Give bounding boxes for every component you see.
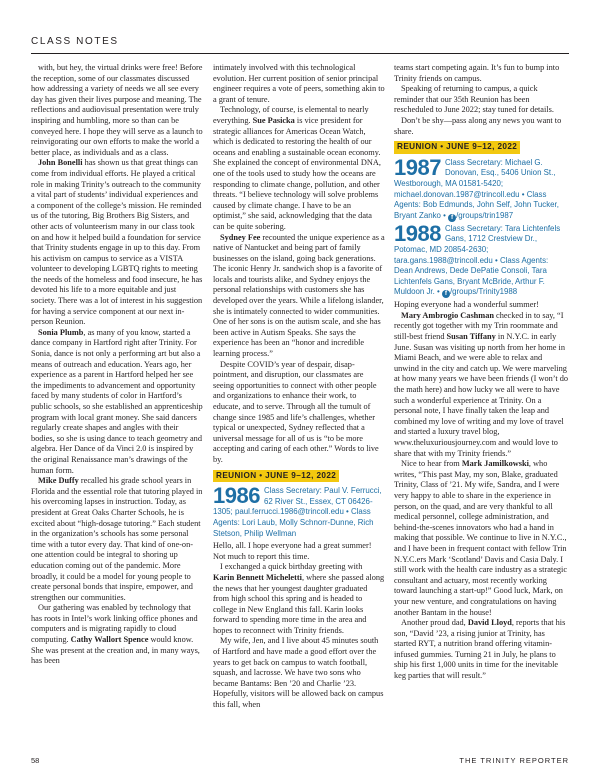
note-text: Technology, of course, is elemental to nearly everything. — [213, 105, 369, 125]
note-paragraph — [394, 116, 569, 137]
page-number: 58 — [31, 756, 40, 765]
classmate-name: John Bonelli — [38, 158, 83, 168]
note-text: Our gathering was enabled by technology that has roots in Intel’s work linking office phones and computers and is migrating rapidly to cloud computing. — [31, 603, 198, 645]
note-text: in N.Y.C. in early June. Susan was visiting up north from her home in Miami Beach, and we were able to relax and unwind in the city and catch up. We were marveling at how many years we have been friends (I won’t do the math here) and how lucky we all were to have such a wonderful experience at Trinity. On a personal note, I have finally taken the leap and combined my love of writing and my love of travel and started a luxury travel blog, www.theluxuriousjourney.com and would love to share that with my Trinity friends.” — [394, 332, 569, 458]
note-text: I exchanged a quick birthday greeting with — [220, 562, 363, 572]
note-text: with, but hey, the virtual drinks were free! Before the reception, some of our classmates discussed how addressing a variety of needs we all see every day has given their lives purpose and meaning. The reflections and audiovisual presentation were truly inspiring and humbling, more so than can be conveyed here. I hope they will serve as a launch to reinvigorating our own efforts to make the world a better place, as individuals and as a class. — [31, 63, 203, 157]
note-text: intimately involved with this technological evolution. Her current position of senior principal engineer requires a vote of peers, something akin to a grant of tenure. — [213, 63, 385, 104]
classmate-name: Sue Pasicka — [252, 115, 295, 125]
note-text: , where she passed along the news that her youngest daughter graduated from high school this spring and is headed to college in New England this fall. Karin looks forward to spending more time in the area and hopes to reconnect with Trinity friends. — [213, 572, 385, 635]
column-1 — [31, 63, 203, 733]
classmate-name: Mike Duffy — [38, 476, 79, 486]
note-paragraph — [213, 636, 385, 710]
classmate-name: Mark Jamilkowski — [461, 459, 529, 469]
note-text: Nice to hear from — [401, 459, 462, 469]
secretary-text: Class Secretary: Paul V. Ferrucci, 62 River St., Essex, CT 06426-1305; paul.ferrucci.1986@trincoll.edu • Class Agents: Lori Laub, Molly Schnorr-Dunne, Rich Stetson, Philip Wellman — [213, 486, 382, 538]
class-year-block — [213, 486, 385, 539]
note-text: recounted the unique experience as a native of Nantucket and being part of family businesses on the island, going back generations. The iconic Henry Jr. sandwich shop is a favorite of locals and tourists alike, and Sydney enjoys the personal relationships with customers she has developed over the years. While a lifelong islander, she is intimately connected to wider communities. One of her sons is on the autism scale, and she has been active in Autism Speaks. She says the experience has been an “honor and incredible learning process.” — [213, 232, 385, 359]
facebook-group-link[interactable]: /groups/Trinity1988 — [449, 287, 518, 297]
note-text: Hello, all. I hope everyone had a great summer! Not much to report this time. — [213, 541, 372, 561]
note-paragraph — [213, 360, 385, 466]
classmate-name: Karin Bennett Micheletti — [213, 572, 302, 582]
note-paragraph — [394, 63, 569, 84]
reunion-banner: REUNION • JUNE 9–12, 2022 — [394, 141, 520, 154]
note-paragraph — [213, 562, 385, 636]
secretary-text: Class Secretary: Michael G. Donovan, Esq., 5406 Union St., Westborough, MA 01581-5420; michael.donovan.1987@trincoll.edu • Class Agents: Bob Edmunds, John Self, John Tucker, Bryant Zanko • — [394, 157, 559, 220]
note-text: has shown us that great things can come from individual efforts. He played a critical role in making Trinity’s outreach to the community a vital part of students’ individual experiences and a component of the college’s mission. He reminded us of the tutoring, Big Brothers Big Sisters, and other acts of volunteerism many in our class took on and how it helped build a foundation for service that Trinity students engage in up to this day. From his activism on campus to service as a VISTA volunteer to developing LGBTQ rights to meeting the needs of the homeless and food insecure, he has devoted his life to a more equitable and just society. There was a lot of interest in his suggestion for having a service component at our next in-person Reunion. — [31, 158, 203, 327]
facebook-icon: f — [442, 290, 450, 298]
note-text: teams start competing again. It’s fun to bump into Trinity friends on campus. — [394, 63, 560, 83]
publication-name: THE TRINITY REPORTER — [459, 756, 569, 765]
note-text: Don’t be shy—pass along any news you want to share. — [394, 115, 562, 136]
note-paragraph — [394, 459, 569, 618]
note-text: Hoping everyone had a wonderful summer! — [394, 300, 539, 310]
note-paragraph — [394, 300, 569, 311]
class-year: 1987 — [394, 157, 441, 180]
note-text: Despite COVID’s year of despair, disappointment, and disruption, our classmates are seeing opportunities to connect with other people and organizations to enhance their work, to educate, and to serve. Through all the tumult of change since 1985 and life’s challenges, whether typical or unexpected, Sydney reflected that a universal message for all of us is “to be more accepting and caring of each other.” Words to live by. — [213, 359, 379, 464]
note-paragraph — [31, 603, 203, 667]
note-paragraph — [213, 105, 385, 232]
note-text: , reports that his son, “David ’23, a rising junior at Trinity, has started RYT, a nutrition brand offering vitamin-infused gummies. Turning 21 in July, he plans to ship his first 1,000 units in time for the inevitable keg parties that will result.” — [394, 618, 566, 681]
note-text: , who writes, “This past May, my son, Blake, graduated Trinity, Class of ’21. My wife, Sandra, and I were very happy to able to share in the experience in person, on the quad, and are very thankful to all medical personnel, college administration, and behind-the-scenes innovators who had a hand in making that possible. We continue to live in N.Y.C., and I have been in frequent contact with fellow Trin N.Y.C.ers Mark ‘Scotland’ Davis and Casia Daly. I still work with the health care industry as a strategic consultant and actuary, most recently working toward launching a start-up!” Good luck, Mark, on your new venture, and congratulations on having another Bantam in the house! — [394, 459, 568, 617]
note-paragraph — [31, 158, 203, 328]
note-paragraph — [31, 476, 203, 603]
note-paragraph — [213, 541, 385, 562]
note-paragraph — [213, 233, 385, 360]
note-paragraph — [31, 328, 203, 476]
facebook-group-link[interactable]: /groups/trin1987 — [456, 210, 514, 220]
note-text: checked in to say, “I recently got together with my Trin roommate and still-best friend — [394, 310, 564, 342]
class-year: 1986 — [213, 486, 260, 509]
column-2 — [213, 63, 385, 733]
classmate-name: Cathy Wallort Spence — [70, 635, 149, 645]
note-text: Another proud dad, — [401, 618, 468, 628]
reunion-banner: REUNION • JUNE 9–12, 2022 — [213, 470, 339, 483]
class-year: 1988 — [394, 223, 441, 246]
note-paragraph — [31, 63, 203, 158]
note-text: recalled his grade school years in Florida and the essential role that tutoring played in his overcoming lapses in instruction. Today, as president at Great Oaks Charter Schools, he is excited about “high-dosage tutoring.” Each student in the organization’s schools has some personal time with a tutor every day. That kind of one-on-one attention could be integral to shoring up education coming out of the pandemic. More broadly, it could be a model for young people to create personal bonds that inspire, empower, and strengthen our communities. — [31, 476, 203, 602]
classmate-name: Susan Tiffany — [446, 332, 496, 342]
note-text: is vice president for strategic alliances for Americas Ocean Watch, which is dedicated to restoring the health of our oceans and enabling a sustainable ocean economy. She explained the concept of environmental DNA, one of the tools used to study how the oceans are responding to climate change, pollution, and other threats. “I believe technology will solve problems caused by climate change. I have to be an optimist,” she said, acknowledging that the data can be quite sobering. — [213, 115, 381, 231]
note-text: would know. She was present at the creation and, in many ways, has been — [31, 635, 200, 666]
classmate-name: David Lloyd — [467, 618, 512, 628]
note-paragraph — [394, 618, 569, 682]
note-text: , as many of you know, started a dance company in Hartford right after Trinity. For Sonia, dance is not only a performing art but also a means of outreach and education. Years ago, her experience as a parent in Hartford helped her see the impediments to advancement and opportunity faced by many students of color in Hartford’s public schools, so she established an apprenticeship program with local grant money. She said dancers regularly create shapes and angles with their bodies, so she is using dance to teach geometry and algebra. Her Dance of da Vinci 2.0 is inspired by the original Renaissance man’s drawings of the human form. — [31, 327, 203, 475]
classmate-name: Sydney Fee — [220, 232, 261, 242]
column-3 — [394, 63, 569, 733]
classmate-name: Mary Ambrogio Cashman — [401, 310, 494, 320]
facebook-icon: f — [448, 214, 456, 222]
secretary-text: Class Secretary: Tara Lichtenfels Gans, 1712 Crestview Dr., Potomac, MD 20854-2630; tara.gans.1988@trincoll.edu • Class Agents: Dean Andrews, Dede DePatie Consoli, Tara Lichtenfels Gans, Bryant McBride, Arthur F. Muldoon Jr. • — [394, 223, 561, 297]
note-text: My wife, Jen, and I live about 45 minutes south of Hartford and have made a good effort over the years to get back on campus to watch football, squash, and lacrosse. We have two sons who became Bantams: Ben ’20 and Charlie ’23. Hopefully, visitors will be allowed back on campus this fall, when — [213, 636, 384, 710]
section-header: CLASS NOTES — [31, 36, 119, 47]
classmate-name: Sonia Plumb — [38, 327, 84, 337]
note-paragraph — [394, 311, 569, 459]
class-year-block — [394, 158, 569, 222]
note-text: Speaking of returning to campus, a quick reminder that our 35th Reunion has been rescheduled to June 2022; stay tuned for details. — [394, 84, 554, 115]
note-paragraph — [213, 63, 385, 105]
note-paragraph — [394, 84, 569, 116]
header-divider — [31, 53, 569, 54]
class-year-block — [394, 224, 569, 299]
